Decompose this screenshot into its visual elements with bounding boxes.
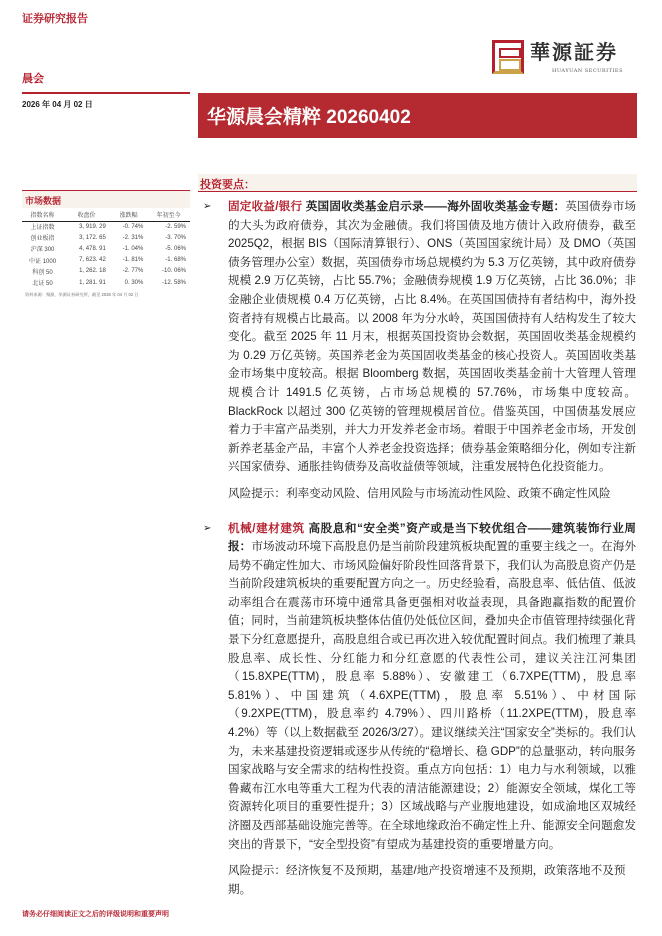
section-label: 晨会 bbox=[22, 72, 44, 85]
divider bbox=[22, 92, 190, 94]
report-date: 2026 年 04 月 02 日 bbox=[22, 100, 93, 109]
table-cell: 0. 30% bbox=[124, 279, 144, 286]
table-cell: -1. 04% bbox=[122, 245, 144, 252]
arrow-bullet-icon: ➢ bbox=[203, 201, 212, 212]
table-row bbox=[22, 255, 190, 266]
table-cell: -0. 74% bbox=[122, 223, 144, 230]
table-cell: -2. 77% bbox=[122, 268, 144, 275]
table-cell: -2. 31% bbox=[122, 234, 144, 241]
key-point-item bbox=[203, 520, 636, 855]
risk-note: 风险提示：利率变动风险、信用风险与市场流动性风险、政策不确定性风险 bbox=[228, 486, 611, 500]
body-text: 市场波动环境下高股息仍是当前阶段建筑板块配置的重要主线之一。在海外局势不确定性加大、市场风险偏好阶段性回落背景下，我们认为高股息资产仍是当前阶段建筑板块的重要配置方向之一。历史经验看，高股息率、低估值、低波动率组合在震荡市环境中通常具备更强相对收益表现，具备跑赢指数的配置价值；同时，当前建筑板块整体估值仍处低位区间，叠加央企市值管理持续强化背景下分红意愿提升，高股息组合或已再次进入较优配置时间点。我们梳理了兼具股息率、成长性、分红能力和分红意愿的代表性公司，建议关注江河集团（15.8XPE(TTM)，股息率 5.88%）、安徽建工（6.7XPE(TTM)，股息率 5.81%）、中国建筑（4.6XPE(TTM)，股息率 5.51%）、中材国际（9.2XPE(TTM)，股息率约 4.79%）、四川路桥（11.2XPE(TTM)，股息率 4.2%）等（以上数据截至 2026/3/27）。建议继续关注“国家安全”类标的。我们认为，未来基建投资逻辑或逐步从传统的“稳增长、稳 GDP”的总量驱动，转向服务国家战略与安全需求的结构性投资。重点方向包括：1）电力与水利领域，以雅鲁藏布江水电等重大工程为代表的清洁能源建设；2）能源安全领域，煤化工等资源转化项目的重要性提升；3）区域战略与产业腹地建设，如成渝地区双城经济圈及西部基础设施完善等。在全球地缘政治不确定性上升、能源安全问题愈发突出的背景下，“安全型投资”有望成为基建投资的重要增量方向。 bbox=[228, 540, 636, 851]
logo-text: 華源証券 bbox=[530, 40, 618, 64]
table-row bbox=[22, 232, 190, 243]
page-title: 华源晨会精粹 20260402 bbox=[198, 93, 637, 138]
headline: 高股息和“安全类”资产或是当下较优组合——建筑装饰行业周报： bbox=[228, 521, 636, 554]
logo-subtext: HUAYUAN SECURITIES bbox=[552, 68, 624, 74]
table-cell: -5. 06% bbox=[165, 245, 186, 252]
table-cell: 1, 281. 91 bbox=[79, 279, 106, 286]
document-type: 证券研究报告 bbox=[22, 12, 88, 25]
table-row bbox=[22, 221, 190, 232]
table-cell: 沪深 300 bbox=[30, 247, 55, 254]
company-logo bbox=[492, 40, 632, 76]
table-row bbox=[22, 266, 190, 277]
table-cell: -10. 06% bbox=[161, 268, 186, 275]
table-cell: 科创 50 bbox=[32, 269, 53, 276]
table-cell: 中证 1000 bbox=[29, 258, 57, 265]
key-points-content bbox=[203, 198, 636, 899]
industry-tag: 机械/建材建筑 bbox=[228, 521, 305, 535]
table-cell: 4, 478. 91 bbox=[79, 245, 106, 252]
table-cell: -3. 70% bbox=[165, 234, 186, 241]
disclaimer-footer: 请务必仔细阅读正文之后的评级说明和重要声明 bbox=[22, 909, 169, 918]
column-header: 年初至今 bbox=[147, 208, 190, 221]
table-cell: -2. 59% bbox=[165, 223, 186, 230]
headline: 英国固收类基金启示录——海外固收类基金专题： bbox=[305, 200, 566, 213]
logo-icon bbox=[492, 40, 524, 74]
key-points-heading: 投资要点： bbox=[198, 174, 637, 192]
risk-note: 风险提示：经济恢复不及预期，基建/地产投资增速不及预期，政策落地不及预期。 bbox=[228, 864, 626, 896]
data-source: 资料来源：聚源，华源证券研究所，截至 2026 年 04 月 02 日 bbox=[25, 292, 139, 298]
column-header: 收盘价 bbox=[63, 208, 110, 221]
table-cell: 上证指数 bbox=[30, 225, 55, 232]
table-row bbox=[22, 277, 190, 288]
body-text: 英国债券市场的大头为政府债券，其次为金融债。我们将国债及地方债计入政府债券，截至 2025Q2，根据 BIS（国际清算银行）、ONS（英国国家统计局）及 DMO（英国债务管理办公室）数据，英国债券市场总规模约为 5.3 万亿英镑，其中政府债券规模 2.9 万亿英镑，占比 55.7%；金融债券规模 1.9 万亿英镑，占比 36.0%；非金融企业债规模 0.4 万亿英镑，占比 8.4%。在英国国债持有者结构中，海外投资者持有规模占比最高。以 2008 年为分水岭，英国国债持有人结构发生了较大变化。截至 2025 年 11 月末，根据英国投资协会数据，英国固收类基金规模约为 0.29 万亿英镑。英国养老金为英国固收类基金的核心投资人。英国固收类基金市场集中度较高。根据 Bloomberg 数据，英国固收类基金前十大管理人管理规模合计 1491.5 亿英镑，占市场总规模的 57.76%，市场集中度较高。BlackRock 以超过 300 亿英镑的管理规模居首位。借鉴英国，中国债基发展应着力于丰富产品类别，并大力开发养老金市场。着眼于中国养老金市场，开发创新养老基金产品，丰富个人养老金投资选择；债券基金策略细分化，例如专注新兴国家债券、通胀挂钩债券及高收益债等领域，注重发展特色化投资能力。 bbox=[228, 200, 636, 474]
industry-tag: 固定收益/银行 bbox=[228, 200, 303, 213]
table-cell: 北证 50 bbox=[32, 281, 53, 288]
table-cell: -1. 81% bbox=[122, 257, 144, 264]
arrow-bullet-icon: ➢ bbox=[203, 522, 212, 534]
column-header: 指数名称 bbox=[22, 208, 63, 221]
market-data-table bbox=[22, 208, 190, 288]
table-cell: 创业板指 bbox=[30, 236, 55, 243]
market-data-title: 市场数据 bbox=[22, 190, 190, 208]
column-header: 涨跌幅 bbox=[110, 208, 148, 221]
key-point-item bbox=[203, 198, 636, 477]
table-cell: 3, 172. 65 bbox=[79, 234, 106, 241]
table-cell: -12. 58% bbox=[161, 279, 186, 286]
market-data-panel bbox=[22, 190, 190, 298]
table-row bbox=[22, 243, 190, 254]
table-cell: 3, 919. 29 bbox=[79, 223, 106, 230]
table-cell: 7, 623. 42 bbox=[79, 257, 106, 264]
table-cell: 1, 262. 18 bbox=[79, 268, 106, 275]
table-cell: -1. 68% bbox=[165, 257, 186, 264]
